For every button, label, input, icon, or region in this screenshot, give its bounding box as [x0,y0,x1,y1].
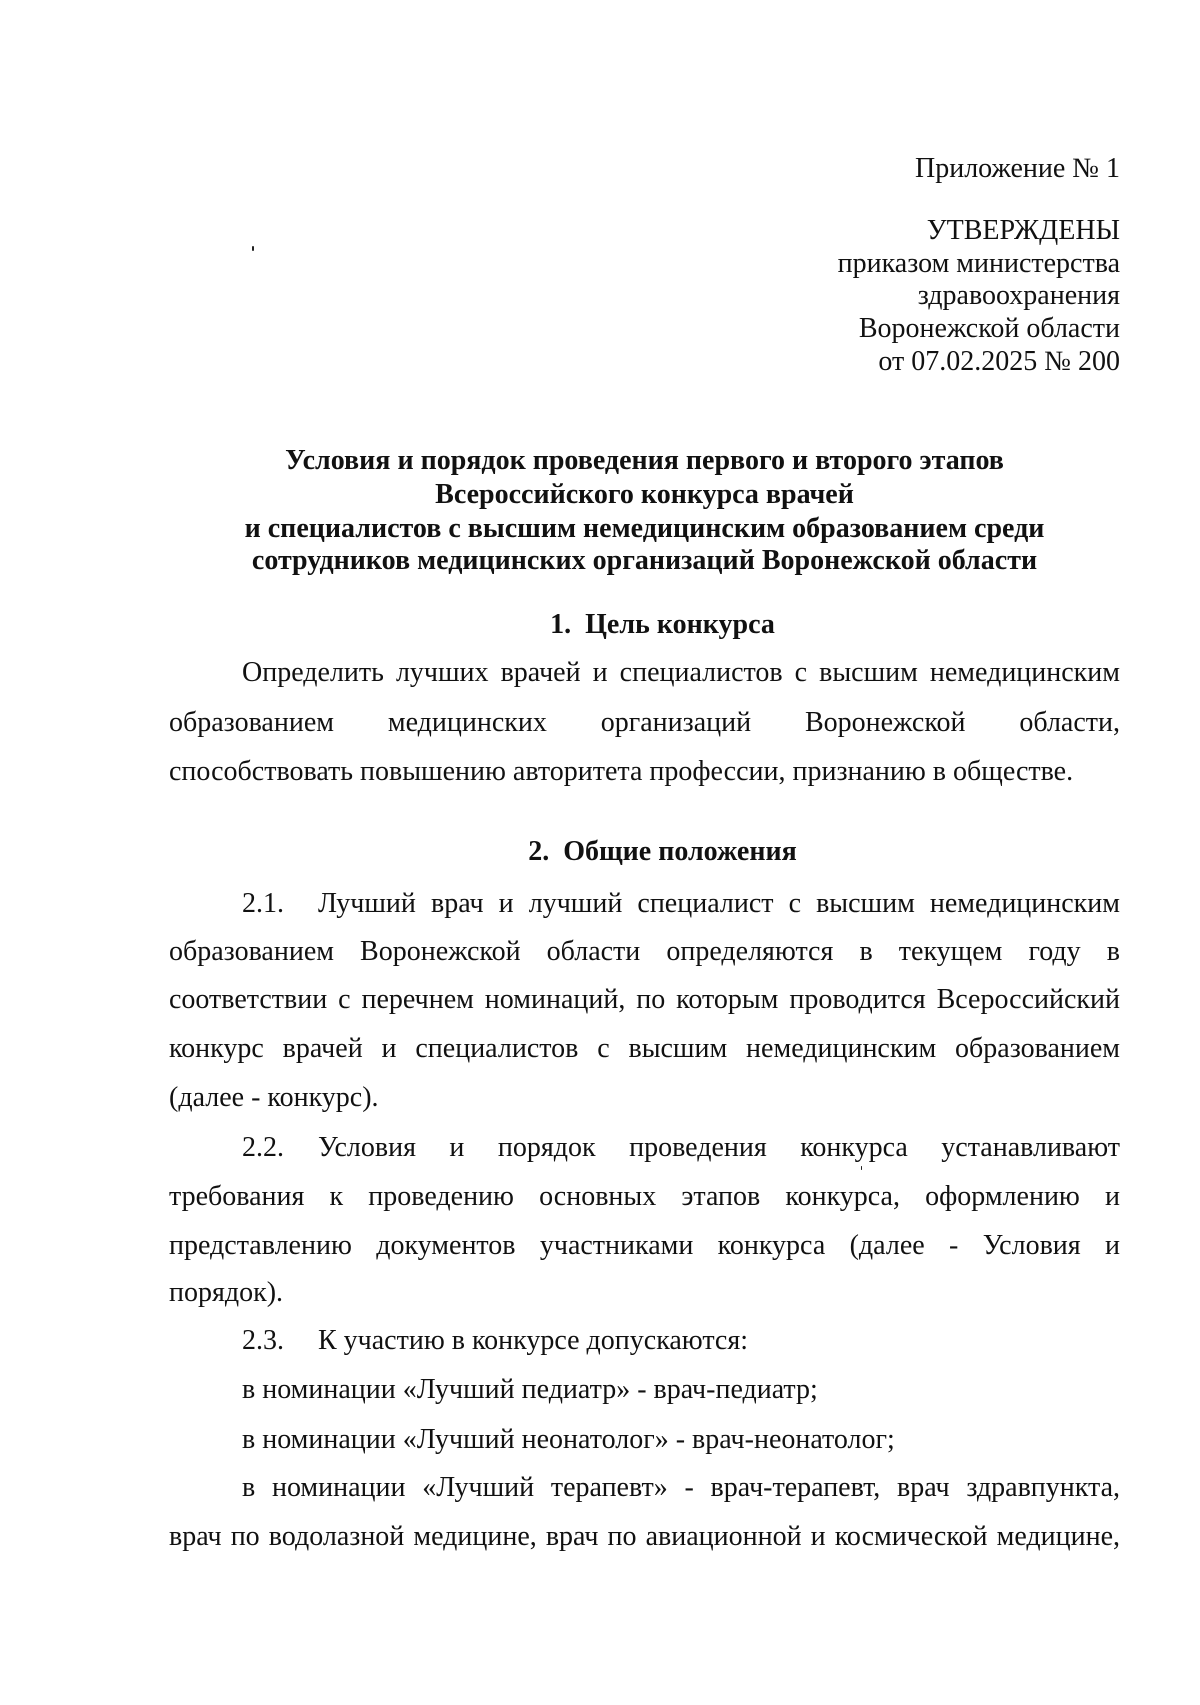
clause-text: Лучший врач и лучший специалист с высшим немедицинским [318,888,1120,919]
appendix-label: Приложение № 1 [915,153,1120,184]
section-number: 1. [550,609,572,640]
paragraph-line: соответствии с перечнем номинаций, по которым проводится Всероссийский [169,984,1120,1015]
paragraph-line: образованием Воронежской области определяются в текущем году в [169,936,1120,967]
approval-line: здравоохранения [917,280,1120,311]
paragraph-line: Определить лучших врачей и специалистов с высшим немедицинским [242,657,1120,688]
paragraph-line: конкурс врачей и специалистов с высшим немедицинским образованием [169,1033,1120,1064]
clause-number: 2.3. [242,1325,284,1356]
document-title-line: и специалистов с высшим немедицинским образованием среди [244,513,1045,544]
approval-status: УТВЕРЖДЕНЫ [926,215,1120,246]
paragraph-line: порядок). [169,1277,284,1308]
section-title: Общие положения [563,836,797,867]
section-heading [169,605,1120,645]
clause-text: Условия и порядок проведения конкурса устанавливают [318,1132,1120,1163]
paragraph-line: (далее - конкурс). [169,1082,379,1113]
nomination-item: в номинации «Лучший терапевт» - врач-терапевт, врач здравпункта, [242,1472,1120,1503]
paragraph-line: врач по водолазной медицине, врач по авиационной и космической медицине, [169,1521,1120,1552]
section-number: 2. [528,836,550,867]
clause-number: 2.1. [242,888,284,919]
paragraph-line: представлению документов участниками конкурса (далее - Условия и [169,1230,1120,1261]
nomination-item: в номинации «Лучший педиатр» - врач-педиатр; [242,1374,818,1405]
paragraph-line: требования к проведению основных этапов конкурса, оформлению и [169,1181,1120,1212]
nomination-item: в номинации «Лучший неонатолог» - врач-неонатолог; [242,1424,895,1455]
clause-first-line [242,1321,1120,1361]
paragraph-line: способствовать повышению авторитета профессии, признанию в обществе. [169,756,1074,787]
clause-number: 2.2. [242,1132,284,1163]
clause-first-line [242,1128,1120,1168]
section-heading [169,832,1120,872]
document-title-line: Условия и порядок проведения первого и второго этапов [285,445,1004,476]
approval-line: Воронежской области [858,313,1120,344]
document-title-line: сотрудников медицинских организаций Воронежской области [251,545,1038,576]
paragraph-line: образованием медицинских организаций Воронежской области, [169,707,1120,738]
approval-order-date: от 07.02.2025 № 200 [878,346,1120,377]
clause-text: К участию в конкурсе допускаются: [318,1325,749,1356]
section-title: Цель конкурса [585,609,775,640]
approval-line: приказом министерства [837,248,1120,279]
clause-first-line [242,884,1120,924]
document-title-line: Всероссийского конкурса врачей [435,479,854,510]
